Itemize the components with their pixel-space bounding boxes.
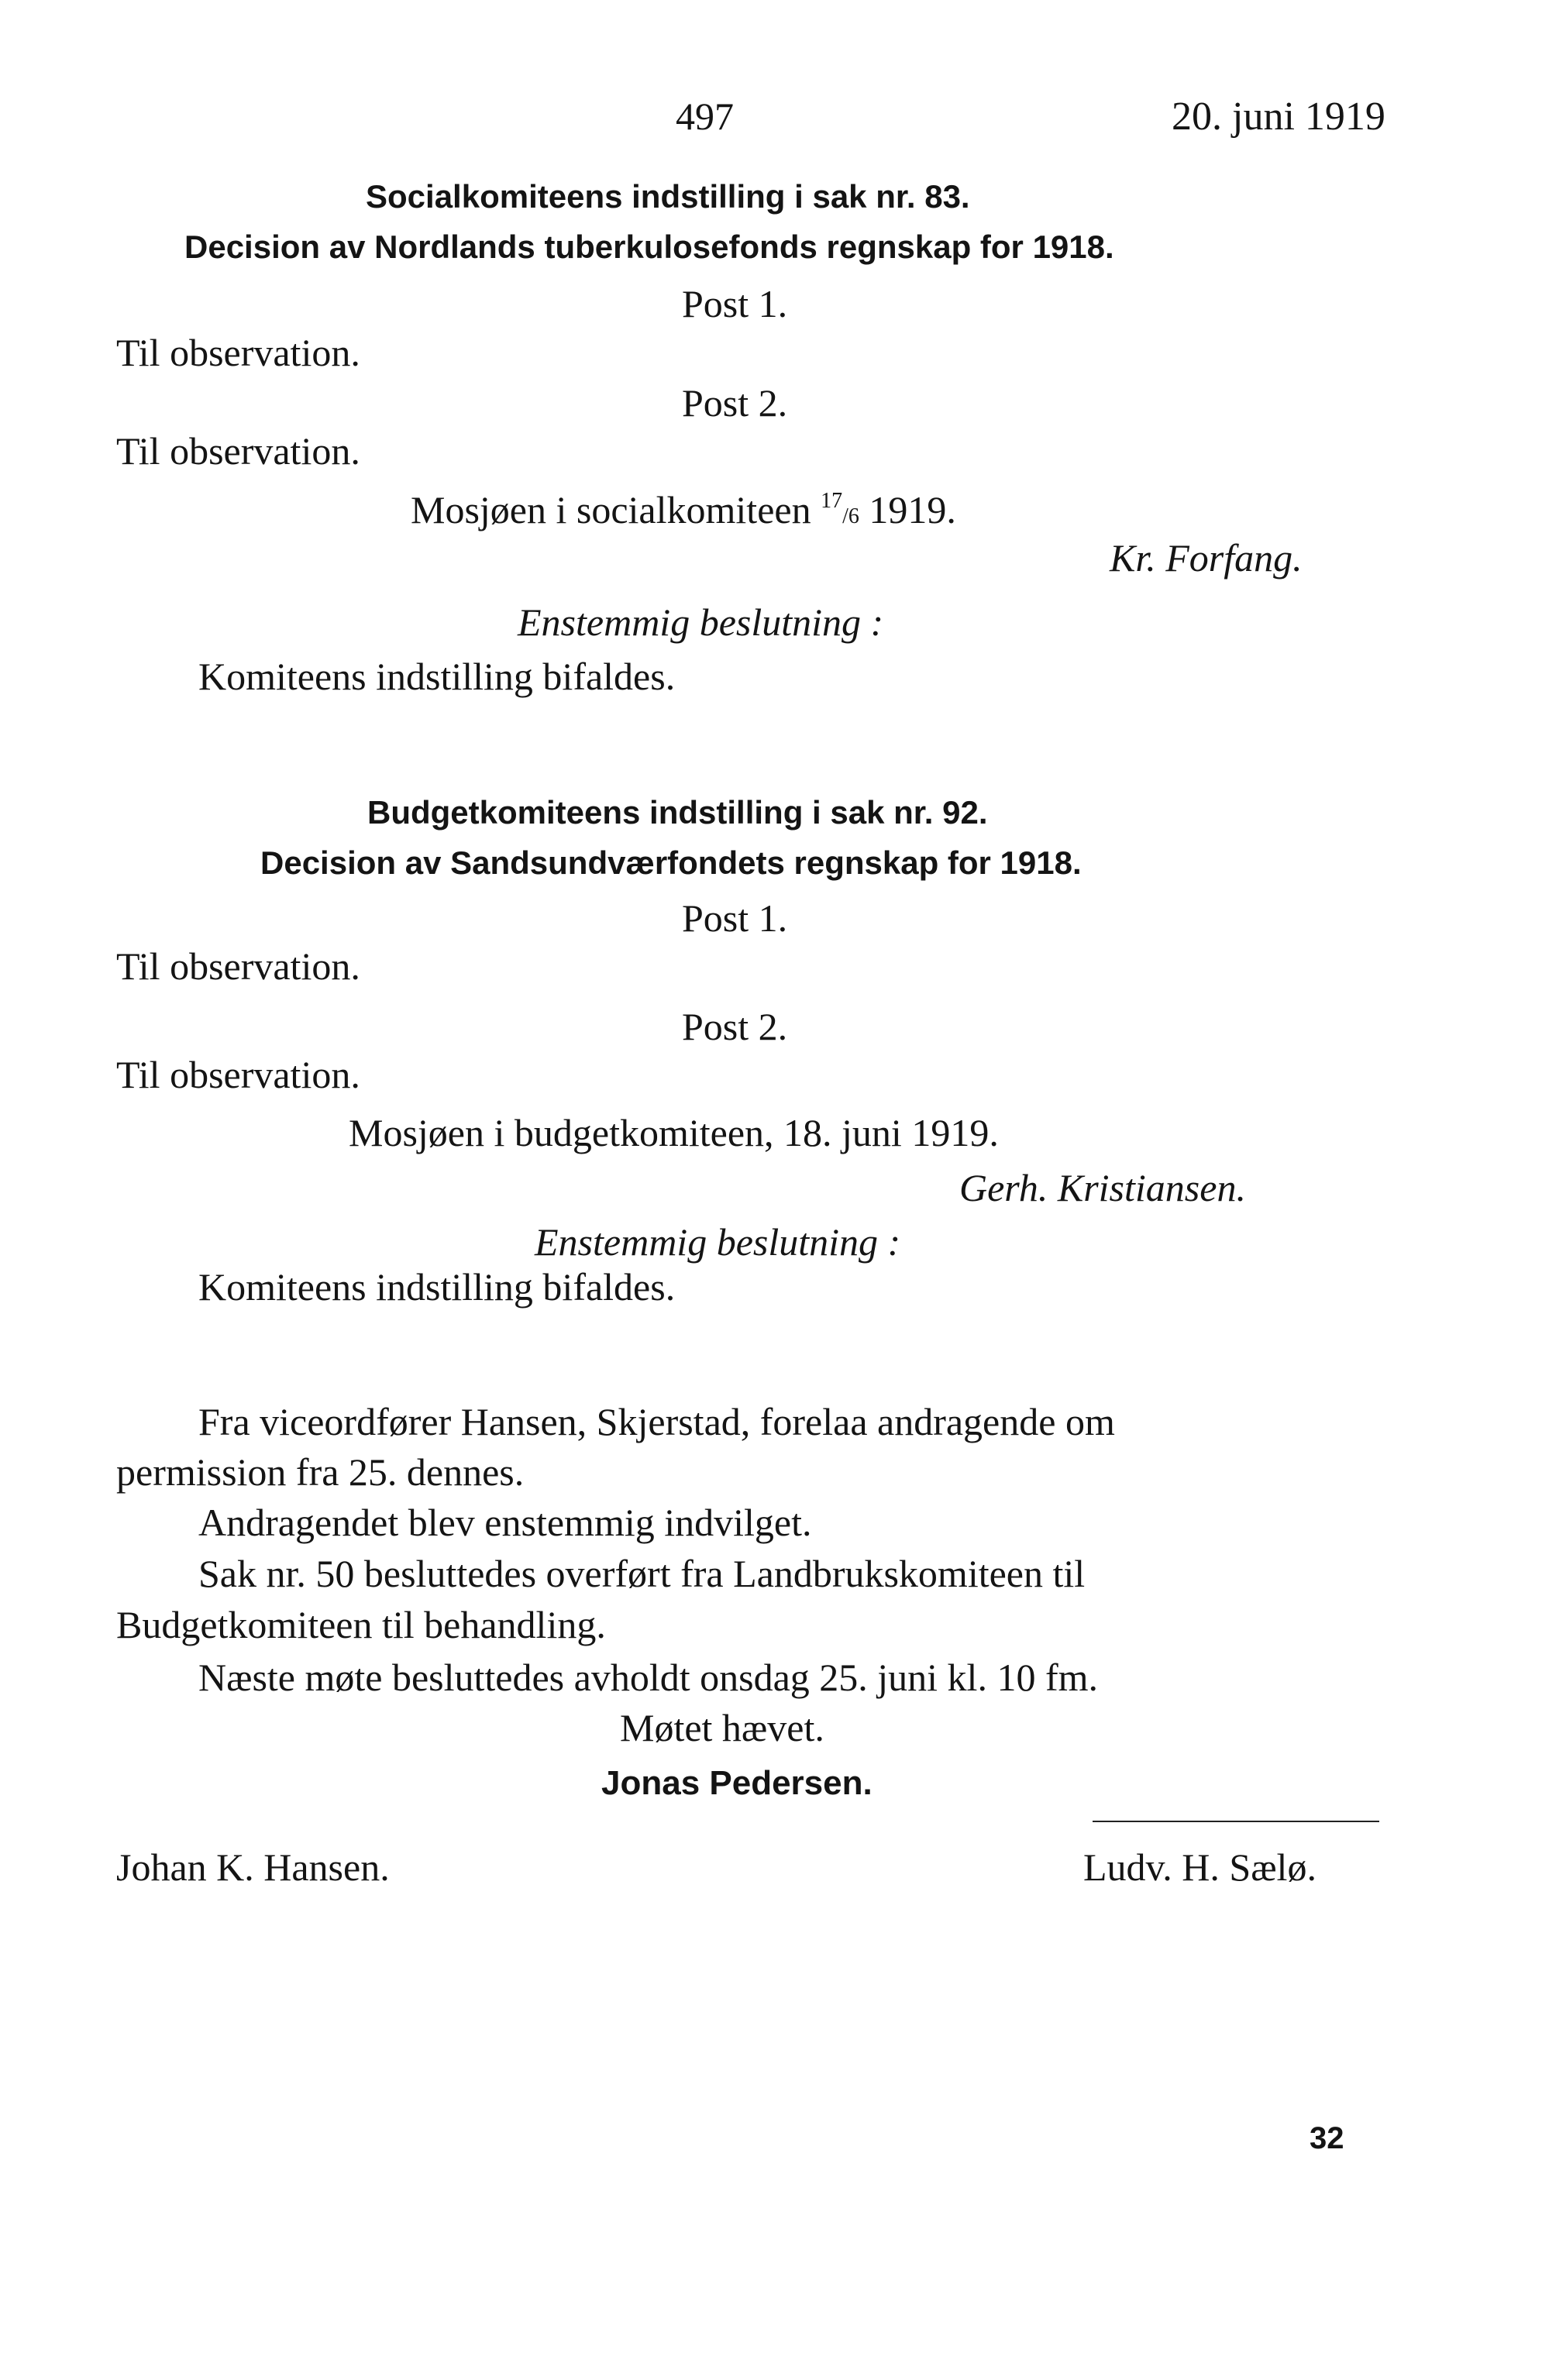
section2-signatory: Gerh. Kristiansen. bbox=[959, 1166, 1246, 1209]
section1-date-fraction: $^{17}$/6 bbox=[821, 489, 859, 528]
sheet-number: 32 bbox=[1310, 2121, 1344, 2155]
signature-chair: Jonas Pedersen. bbox=[601, 1764, 873, 1802]
section1-post1-text: Til observation. bbox=[116, 331, 360, 374]
minutes-closing: Møtet hævet. bbox=[620, 1706, 824, 1749]
page-number: 497 bbox=[676, 95, 734, 138]
section1-decision-label: Enstemmig beslutning : bbox=[518, 600, 884, 644]
minutes-p4: Næste møte besluttedes avholdt onsdag 25. juni kl. 10 fm. bbox=[198, 1656, 1098, 1699]
signature-line bbox=[1093, 1821, 1379, 1822]
section2-post1: Post 1. bbox=[682, 896, 788, 940]
minutes-p3-line1: Sak nr. 50 besluttedes overført fra Landbrukskomiteen til bbox=[198, 1552, 1086, 1595]
section1-signatory: Kr. Forfang. bbox=[1110, 536, 1303, 580]
section2-post1-text: Til observation. bbox=[116, 944, 360, 988]
minutes-p3-line2: Budgetkomiteen til behandling. bbox=[116, 1603, 606, 1646]
section2-decision-label: Enstemmig beslutning : bbox=[535, 1220, 901, 1264]
minutes-p1-line2: permission fra 25. dennes. bbox=[116, 1450, 525, 1494]
signature-right: Ludv. H. Sælø. bbox=[1083, 1845, 1317, 1889]
section1-place: Mosjøen i socialkomiteen bbox=[411, 488, 811, 531]
section1-decision-text: Komiteens indstilling bifaldes. bbox=[198, 655, 676, 698]
signature-left: Johan K. Hansen. bbox=[116, 1845, 390, 1889]
section1-post1: Post 1. bbox=[682, 282, 788, 325]
section2-post2: Post 2. bbox=[682, 1005, 788, 1048]
section1-post2: Post 2. bbox=[682, 381, 788, 425]
section1-title: Socialkomiteens indstilling i sak nr. 83. bbox=[366, 178, 970, 215]
section1-date-year: 1919. bbox=[869, 488, 956, 531]
section1-subtitle: Decision av Nordlands tuberkulosefonds regnskap for 1918. bbox=[184, 229, 1114, 265]
section1-post2-text: Til observation. bbox=[116, 429, 360, 473]
section2-subtitle: Decision av Sandsundværfondets regnskap for 1918. bbox=[260, 844, 1082, 881]
minutes-p2: Andragendet blev enstemmig indvilget. bbox=[198, 1501, 812, 1544]
section2-decision-text: Komiteens indstilling bifaldes. bbox=[198, 1265, 676, 1309]
section2-place-date: Mosjøen i budgetkomiteen, 18. juni 1919. bbox=[349, 1111, 999, 1154]
section2-title: Budgetkomiteens indstilling i sak nr. 92. bbox=[367, 794, 988, 831]
section1-place-date bbox=[411, 490, 956, 529]
minutes-p1-line1: Fra viceordfører Hansen, Skjerstad, forelaa andragende om bbox=[198, 1400, 1115, 1443]
section2-post2-text: Til observation. bbox=[116, 1053, 360, 1096]
page-date: 20. juni 1919 bbox=[1172, 95, 1385, 139]
